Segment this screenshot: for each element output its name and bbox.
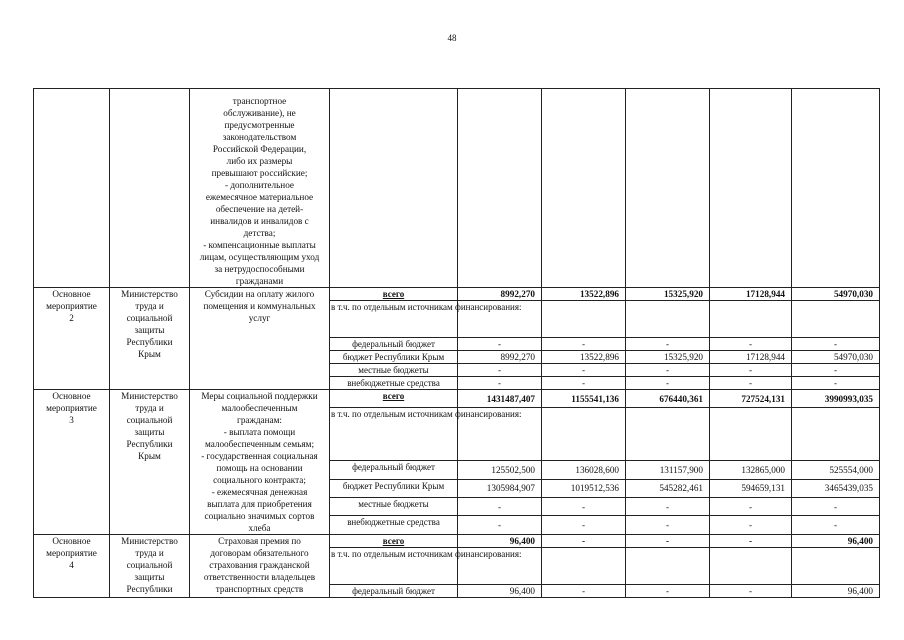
- page-number: 48: [447, 33, 457, 43]
- funding-source-label: федеральный бюджет: [330, 338, 458, 351]
- block-type-cell: Основное мероприятие 2: [34, 288, 110, 390]
- block-type-cell: Основное мероприятие 4: [34, 535, 110, 598]
- block-title-cell: Меры социальной поддержки малообеспеченным гражданам: - выплата помощи малообеспеченным семьям; - государственная социальная помощь на основании социального контракта; - ежемесячная денежная выплата для приобретения социально значимых сортов хлеба: [190, 390, 330, 535]
- funding-value-cell: [710, 548, 792, 585]
- funding-value-cell: [626, 408, 710, 461]
- funding-value-cell: [626, 548, 710, 585]
- funding-value-cell: 545282,461: [626, 479, 710, 497]
- funding-value-cell: -: [792, 516, 880, 535]
- funding-value-cell: -: [710, 364, 792, 377]
- funding-source-label: в т.ч. по отдельным источникам финансирования:: [330, 548, 458, 585]
- value-cell-empty: [626, 89, 710, 288]
- funding-value-cell: -: [458, 516, 542, 535]
- funding-value-cell: 96,400: [792, 585, 880, 598]
- block-executor-cell: Министерство труда и социальной защиты Республики: [110, 535, 190, 598]
- funding-value-cell: 125502,500: [458, 461, 542, 479]
- funding-value-cell: -: [626, 377, 710, 390]
- funding-value-cell: -: [626, 535, 710, 548]
- funding-value-cell: 8992,270: [458, 351, 542, 364]
- funding-value-cell: -: [792, 498, 880, 516]
- funding-value-cell: -: [792, 364, 880, 377]
- funding-source-label: федеральный бюджет: [330, 585, 458, 598]
- funding-value-cell: 15325,920: [626, 288, 710, 301]
- block-title-cell: Страховая премия по договорам обязательного страхования гражданской ответственности владельцев транспортных средств: [190, 535, 330, 598]
- funding-value-cell: 54970,030: [792, 288, 880, 301]
- value-cell-empty: [542, 89, 626, 288]
- funding-value-cell: -: [458, 498, 542, 516]
- funding-value-cell: -: [626, 338, 710, 351]
- funding-value-cell: 96,400: [458, 585, 542, 598]
- funding-value-cell: -: [458, 338, 542, 351]
- funding-value-cell: [542, 548, 626, 585]
- block-executor-cell: Министерство труда и социальной защиты Республики Крым: [110, 390, 190, 535]
- value-cell-empty: [458, 89, 542, 288]
- funding-value-cell: -: [542, 535, 626, 548]
- block-total-row: [34, 390, 880, 408]
- funding-source-label: бюджет Республики Крым: [330, 479, 458, 497]
- funding-value-cell: -: [792, 377, 880, 390]
- funding-value-cell: [542, 408, 626, 461]
- funding-value-cell: -: [458, 364, 542, 377]
- funding-value-cell: [542, 301, 626, 338]
- funding-source-label: местные бюджеты: [330, 498, 458, 516]
- funding-value-cell: 1019512,536: [542, 479, 626, 497]
- table-body: [34, 89, 880, 598]
- funding-value-cell: 525554,000: [792, 461, 880, 479]
- funding-value-cell: -: [710, 516, 792, 535]
- funding-value-cell: [710, 408, 792, 461]
- block-total-row: [34, 288, 880, 301]
- funding-source-label: местные бюджеты: [330, 364, 458, 377]
- funding-value-cell: 96,400: [458, 535, 542, 548]
- funding-value-cell: [710, 301, 792, 338]
- funding-value-cell: -: [626, 516, 710, 535]
- funding-value-cell: -: [626, 585, 710, 598]
- funding-value-cell: 13522,896: [542, 288, 626, 301]
- funding-value-cell: -: [542, 516, 626, 535]
- funding-value-cell: 13522,896: [542, 351, 626, 364]
- funding-source-label: федеральный бюджет: [330, 461, 458, 479]
- budget-table: [33, 88, 880, 598]
- continuation-row: [34, 89, 880, 288]
- executor-cell-empty: [110, 89, 190, 288]
- value-cell-empty: [792, 89, 880, 288]
- funding-value-cell: 131157,900: [626, 461, 710, 479]
- funding-value-cell: -: [710, 498, 792, 516]
- funding-value-cell: [792, 301, 880, 338]
- funding-source-label: в т.ч. по отдельным источникам финансирования:: [330, 301, 458, 338]
- funding-source-label: внебюджетные средства: [330, 516, 458, 535]
- funding-value-cell: -: [710, 585, 792, 598]
- block-title-cell: Субсидии на оплату жилого помещения и коммунальных услуг: [190, 288, 330, 390]
- funding-value-cell: 132865,000: [710, 461, 792, 479]
- type-cell-empty: [34, 89, 110, 288]
- funding-value-cell: 136028,600: [542, 461, 626, 479]
- funding-source-label: бюджет Республики Крым: [330, 351, 458, 364]
- budget-table-container: [33, 88, 879, 598]
- funding-value-cell: 3990993,035: [792, 390, 880, 408]
- funding-value-cell: [792, 548, 880, 585]
- funding-value-cell: 727524,131: [710, 390, 792, 408]
- source-cell-empty: [330, 89, 458, 288]
- continuation-description: транспортное обслуживание), не предусмотренные законодательством Российской Федерации, либо их размеры превышают российские; - дополнительное ежемесячное материальное обеспечение на детей- инвалидов и инвалидов с детства; - компенсационные выплаты лицам, осуществляющим уход за нетрудоспособными гражданами: [190, 89, 330, 288]
- funding-value-cell: 3465439,035: [792, 479, 880, 497]
- funding-value-cell: 17128,944: [710, 288, 792, 301]
- funding-value-cell: [626, 301, 710, 338]
- funding-source-label: всего: [330, 288, 458, 301]
- funding-value-cell: -: [710, 377, 792, 390]
- funding-value-cell: 17128,944: [710, 351, 792, 364]
- funding-value-cell: [792, 408, 880, 461]
- funding-value-cell: -: [542, 498, 626, 516]
- funding-value-cell: -: [458, 377, 542, 390]
- funding-source-label: всего: [330, 390, 458, 408]
- funding-value-cell: -: [626, 498, 710, 516]
- funding-value-cell: -: [542, 338, 626, 351]
- funding-value-cell: 8992,270: [458, 288, 542, 301]
- funding-value-cell: -: [542, 364, 626, 377]
- funding-value-cell: -: [710, 338, 792, 351]
- funding-value-cell: -: [626, 364, 710, 377]
- funding-value-cell: 1155541,136: [542, 390, 626, 408]
- funding-value-cell: 594659,131: [710, 479, 792, 497]
- funding-source-label: внебюджетные средства: [330, 377, 458, 390]
- funding-value-cell: -: [542, 585, 626, 598]
- block-total-row: [34, 535, 880, 548]
- value-cell-empty: [710, 89, 792, 288]
- funding-value-cell: -: [542, 377, 626, 390]
- block-type-cell: Основное мероприятие 3: [34, 390, 110, 535]
- funding-value-cell: 96,400: [792, 535, 880, 548]
- funding-value-cell: 54970,030: [792, 351, 880, 364]
- funding-value-cell: 1305984,907: [458, 479, 542, 497]
- funding-source-label: в т.ч. по отдельным источникам финансирования:: [330, 408, 458, 461]
- funding-value-cell: 15325,920: [626, 351, 710, 364]
- funding-value-cell: 676440,361: [626, 390, 710, 408]
- block-executor-cell: Министерство труда и социальной защиты Республики Крым: [110, 288, 190, 390]
- funding-value-cell: 1431487,407: [458, 390, 542, 408]
- funding-source-label: всего: [330, 535, 458, 548]
- funding-value-cell: -: [792, 338, 880, 351]
- funding-value-cell: -: [710, 535, 792, 548]
